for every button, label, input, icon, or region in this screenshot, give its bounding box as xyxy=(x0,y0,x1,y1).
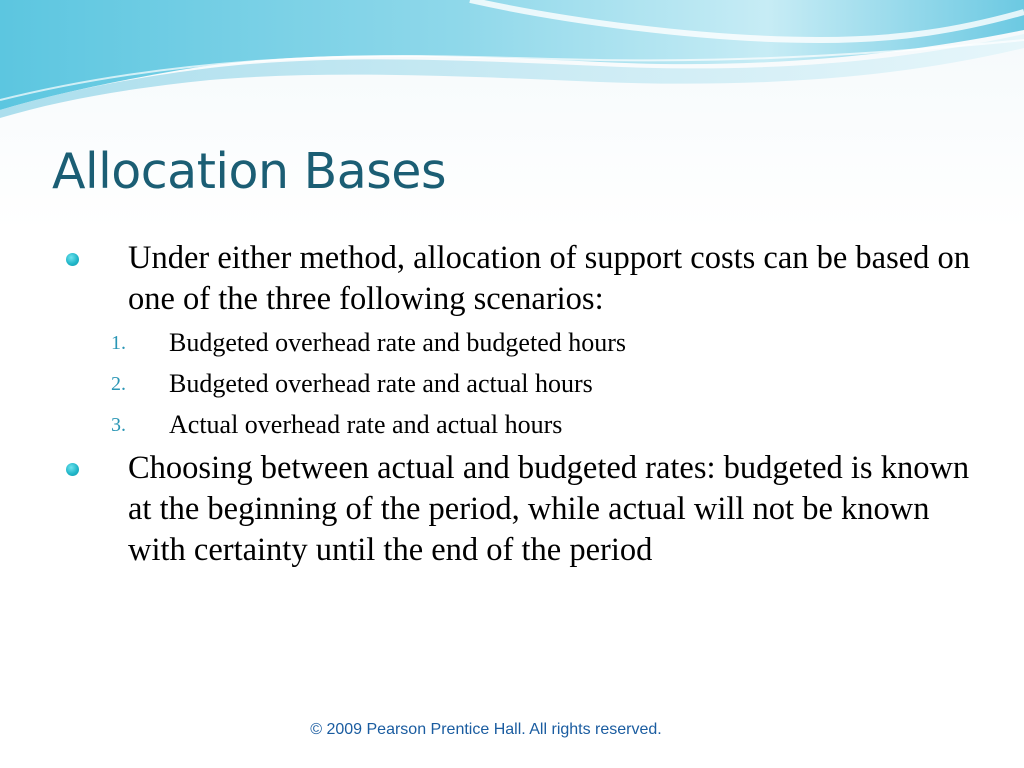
sublist-number: 2. xyxy=(111,373,126,395)
bullet-dot-icon xyxy=(66,253,79,266)
sublist-text: Actual overhead rate and actual hours xyxy=(169,410,563,439)
sublist-item xyxy=(0,322,1024,363)
wave-header-graphic xyxy=(0,0,1024,130)
sublist-text: Budgeted overhead rate and budgeted hours xyxy=(169,328,627,357)
sublist-item xyxy=(0,404,1024,445)
sublist-number: 1. xyxy=(111,332,126,354)
slide-content xyxy=(0,238,1024,571)
slide-title: Allocation Bases xyxy=(52,143,446,200)
sublist-number: 3. xyxy=(111,414,126,436)
bullet-item xyxy=(0,238,1024,320)
sublist-text: Budgeted overhead rate and actual hours xyxy=(169,369,593,398)
bullet-dot-icon xyxy=(66,463,79,476)
copyright-footer: © 2009 Pearson Prentice Hall. All rights reserved. xyxy=(310,721,662,738)
bullet-item xyxy=(0,448,1024,571)
sublist-item xyxy=(0,363,1024,404)
bullet-text: Under either method, allocation of support costs can be based on one of the three following scenarios: xyxy=(128,240,971,317)
bullet-text: Choosing between actual and budgeted rates: budgeted is known at the beginning of the period, while actual will not be known with certainty until the end of the period xyxy=(128,450,970,568)
numbered-sublist xyxy=(0,322,1024,445)
